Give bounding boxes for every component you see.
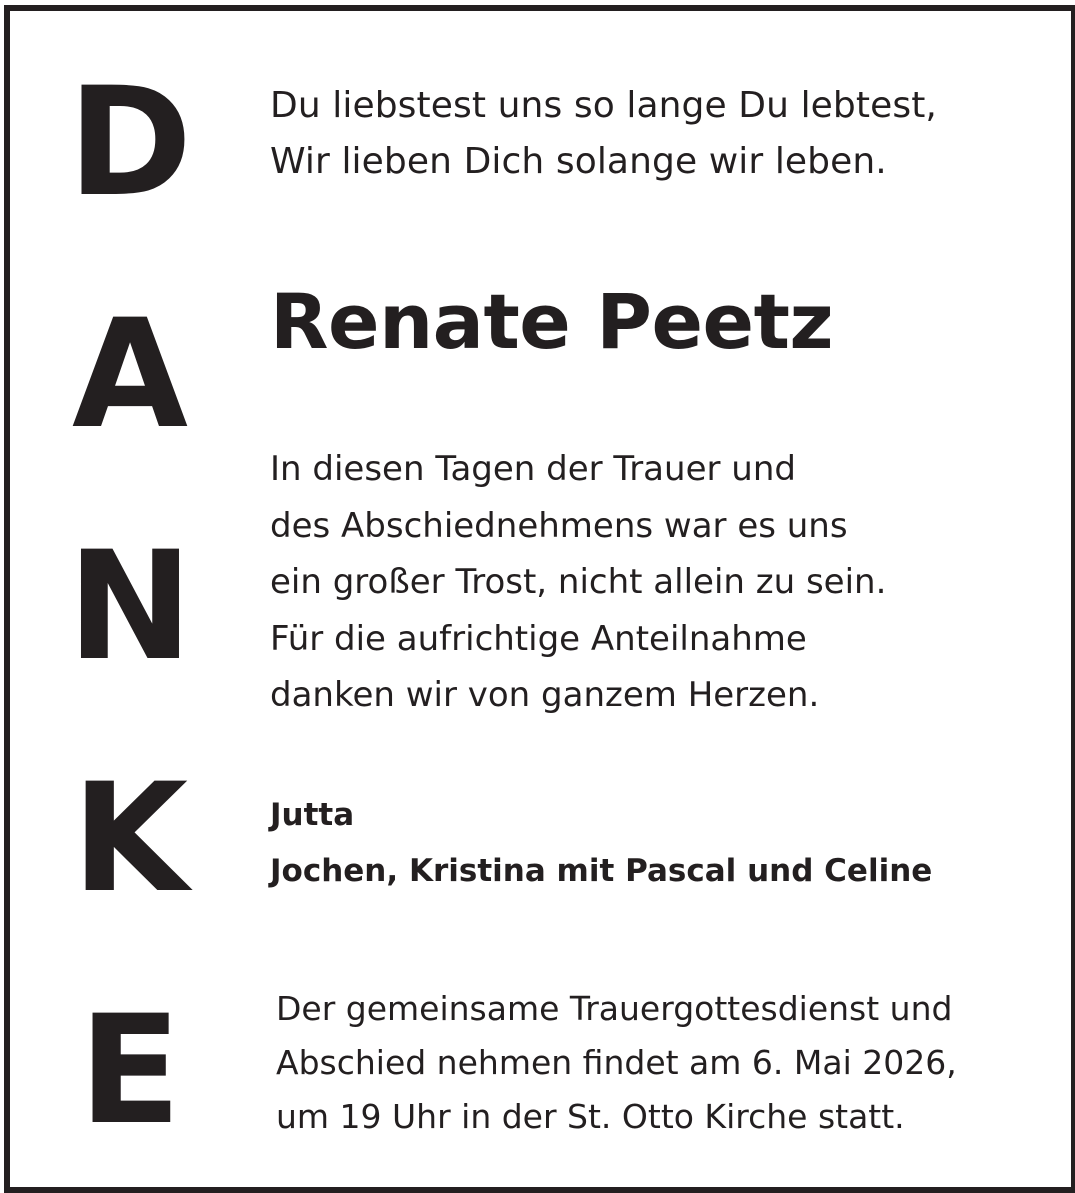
danke-letter-a: A: [71, 288, 189, 462]
service-line-3: um 19 Uhr in der St. Otto Kirche statt.: [276, 1097, 905, 1136]
motto-verse: [270, 78, 937, 190]
danke-letter-e: E: [78, 984, 182, 1158]
deceased-name: Renate Peetz: [270, 277, 834, 366]
family-line-2: Jochen, Kristina mit Pascal und Celine: [270, 853, 933, 889]
service-line-1: Der gemeinsame Trauergottesdienst und: [276, 989, 953, 1028]
motto-line-1: Du liebstest uns so lange Du lebtest,: [270, 85, 937, 126]
thanks-line-3: ein großer Trost, nicht allein zu sein.: [270, 562, 887, 602]
danke-letter-d: D: [67, 56, 193, 230]
family-signature: [270, 787, 932, 899]
motto-line-2: Wir lieben Dich solange wir leben.: [270, 141, 887, 182]
thanks-paragraph: [270, 441, 886, 724]
danke-letter-n: N: [67, 520, 193, 694]
thanks-line-1: In diesen Tagen der Trauer und: [270, 449, 796, 489]
service-line-2: Abschied nehmen findet am 6. Mai 2026,: [276, 1043, 957, 1082]
service-announcement: [276, 982, 957, 1144]
danke-letter-k: K: [71, 752, 189, 926]
thanks-line-5: danken wir von ganzem Herzen.: [270, 675, 820, 715]
thanks-line-4: Für die aufrichtige Anteilnahme: [270, 618, 807, 659]
family-line-1: Jutta: [270, 797, 355, 833]
thanks-line-2: des Abschiednehmens war es uns: [270, 505, 848, 546]
